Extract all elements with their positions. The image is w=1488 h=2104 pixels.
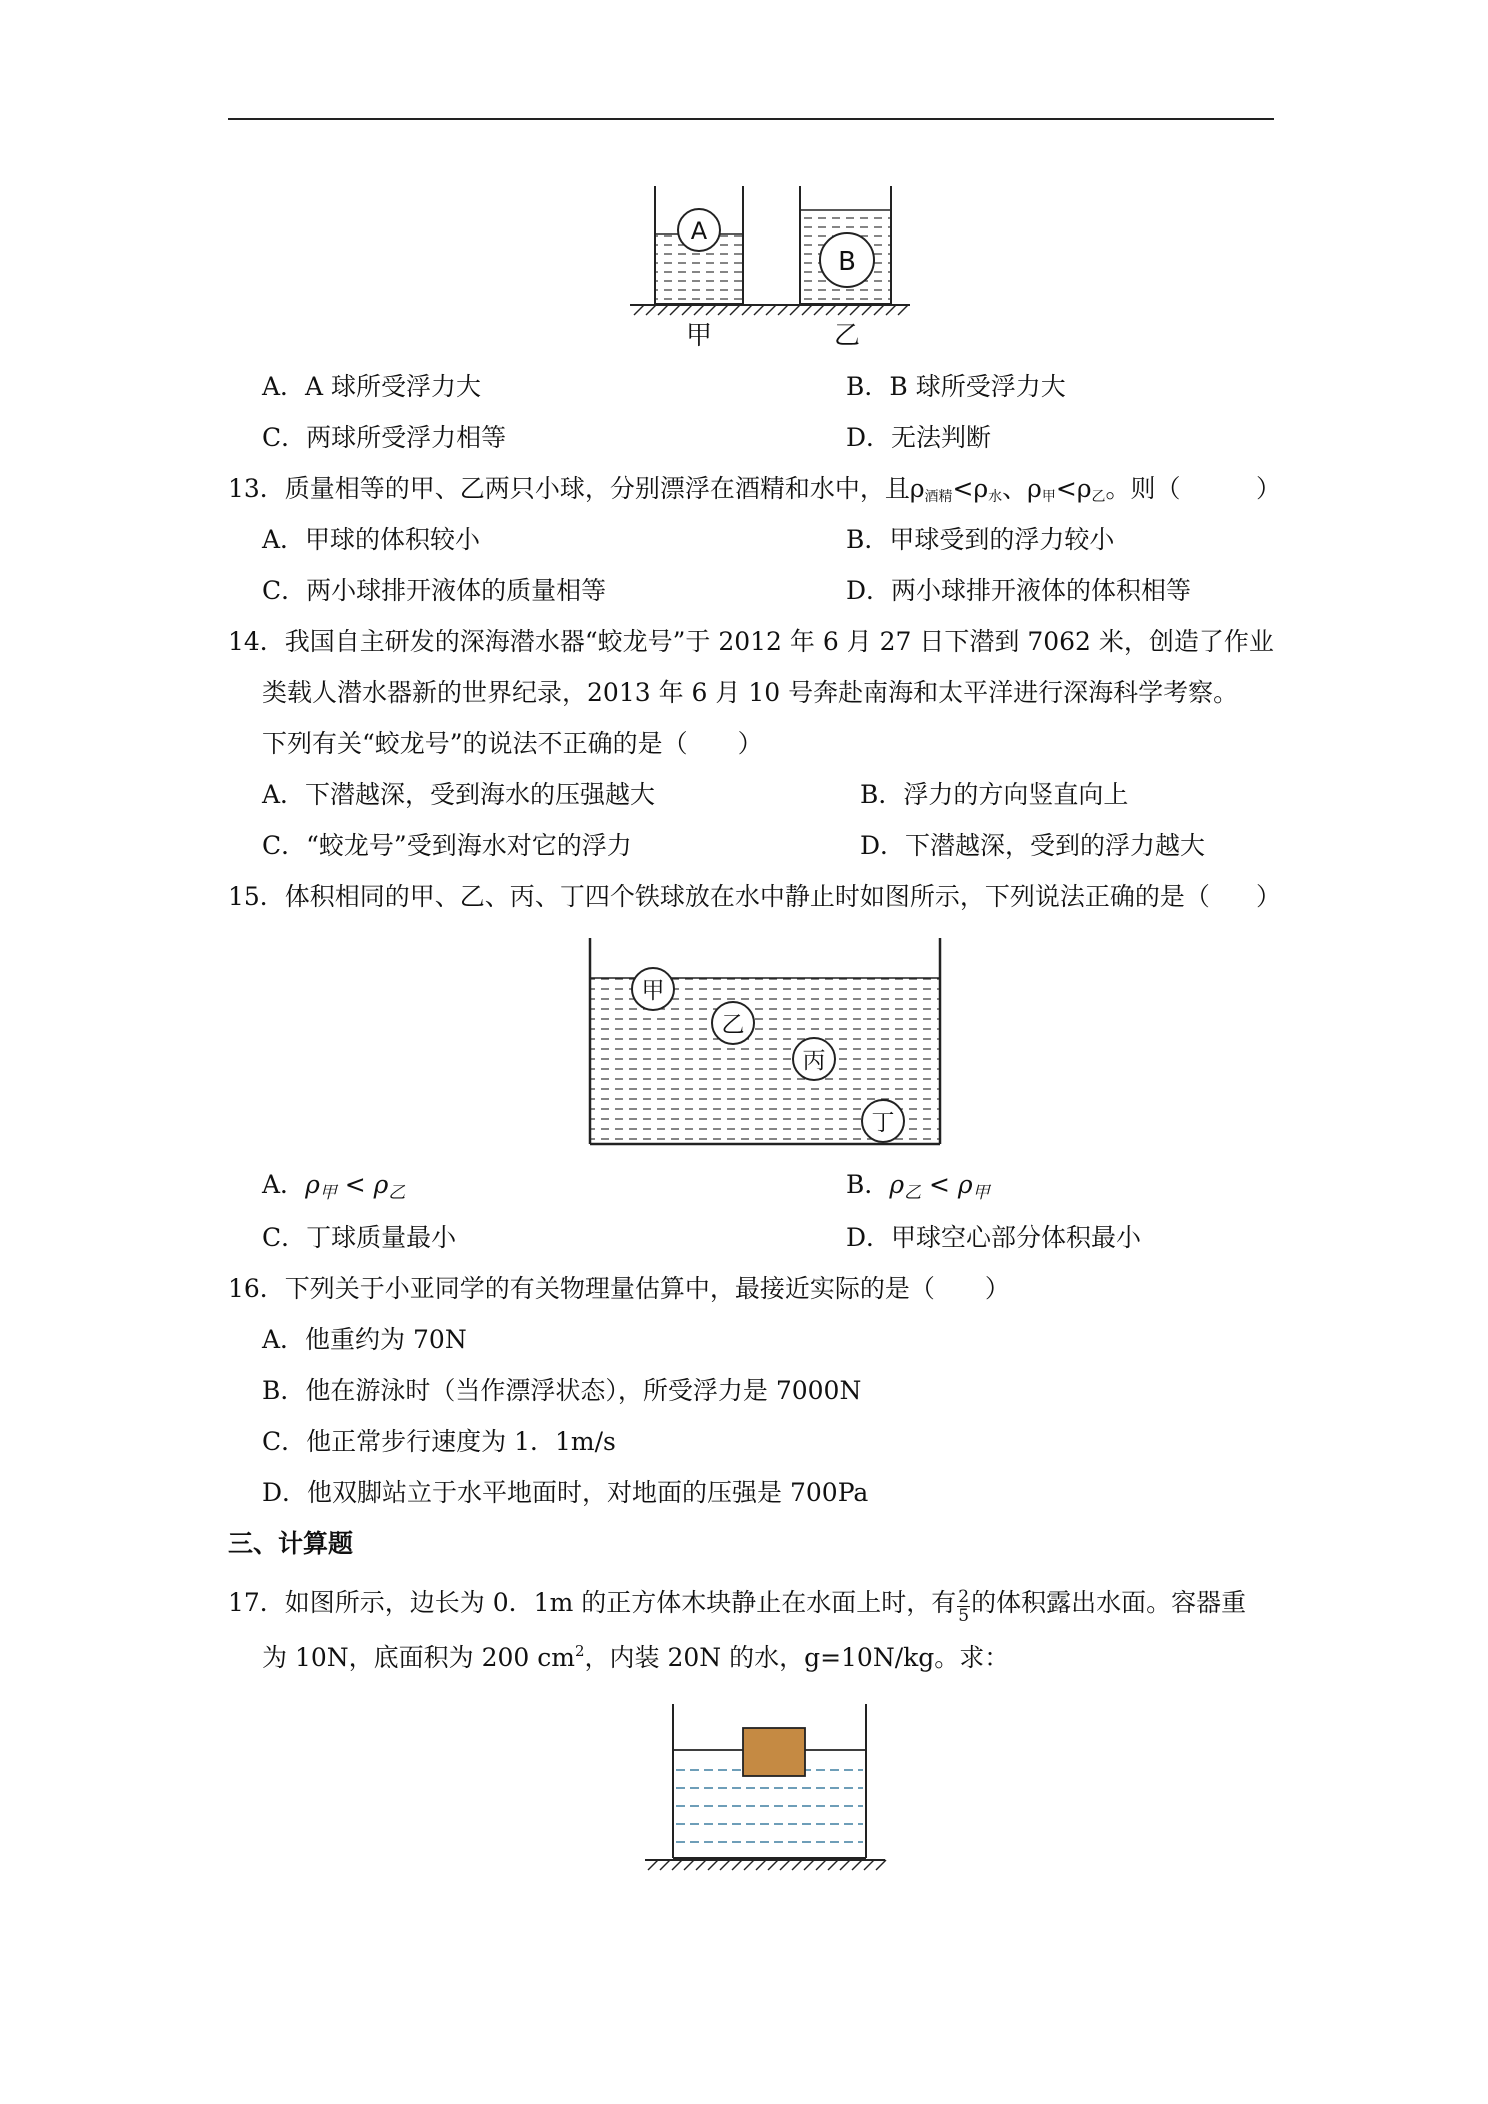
q13-option-b: B．甲球受到的浮力较小 [846,525,1115,554]
q16-option-c: C．他正常步行速度为 1．1m/s [262,1427,616,1456]
wood-block [743,1728,805,1776]
ground-hatch-17 [648,1860,886,1870]
q16-option-a: A．他重约为 70N [262,1325,467,1354]
q15-option-b: B．$\rho_乙 < \rho_甲$ [846,1170,990,1203]
q14-line-1: 14．我国自主研发的深海潜水器“蛟龙号”于 2012 年 6 月 27 日下潜到 7062 米，创造了作业 [228,627,1274,656]
q13-bracket-close: ） [1256,474,1282,503]
ball-jia-label: 甲 [641,978,665,1004]
q15-bracket-close: ） [1256,882,1282,911]
figure-two-beakers [620,178,920,350]
q14-line-3: 下列有关“蛟龙号”的说法不正确的是（ ） [262,729,763,758]
q14-option-c: C．“蛟龙号”受到海水对它的浮力 [262,831,632,860]
q12-option-b: B．B 球所受浮力大 [846,372,1066,401]
q15-option-a: A．$\rho_甲 < \rho_乙$ [262,1170,406,1203]
q16-option-b: B．他在游泳时（当作漂浮状态），所受浮力是 7000N [262,1376,862,1405]
label-jia: 甲 [685,321,713,350]
q15-option-d: D．甲球空心部分体积最小 [846,1223,1142,1252]
ground-hatch [634,305,908,315]
water-dashes [676,1770,863,1842]
fraction-two-fifths: $\frac{2}{5}$ [958,1587,970,1626]
q13-option-c: C．两小球排开液体的质量相等 [262,576,607,605]
ball-ding-label: 丁 [871,1110,895,1136]
ball-b-label: B [838,247,856,277]
q12-option-a: A．A 球所受浮力大 [262,372,482,401]
ball-yi-label: 乙 [721,1012,745,1038]
q14-option-a: A．下潜越深，受到海水的压强越大 [262,780,656,809]
q12-option-c: C．两球所受浮力相等 [262,423,507,452]
ball-bing-label: 丙 [802,1048,826,1074]
q16-stem: 16．下列关于小亚同学的有关物理量估算中，最接近实际的是（ ） [228,1274,1010,1303]
section-title-calculation: 三、计算题 [228,1529,354,1558]
q14-option-d: D．下潜越深，受到的浮力越大 [860,831,1206,860]
q13-option-a: A．甲球的体积较小 [262,525,481,554]
q17-line-1: 17．如图所示，边长为 0．1m 的正方体木块静止在水面上时，有 $\frac{2}{5}$ 的体积露出水面。容器重 [228,1587,1247,1626]
q14-option-b: B．浮力的方向竖直向上 [860,780,1129,809]
q15-stem: 15．体积相同的甲、乙、丙、丁四个铁球放在水中静止时如图所示，下列说法正确的是（ [228,882,1210,911]
q13-option-d: D．两小球排开液体的体积相等 [846,576,1192,605]
figure-four-iron-balls [585,934,945,1150]
figure-floating-wood-block [640,1700,890,1890]
q14-line-2: 类载人潜水器新的世界纪录，2013 年 6 月 10 号奔赴南海和太平洋进行深海科学考察。 [262,678,1239,707]
label-yi: 乙 [833,321,861,350]
q12-option-d: D．无法判断 [846,423,992,452]
ball-a-label: A [690,217,708,245]
header-rule [228,118,1274,120]
q15-option-c: C．丁球质量最小 [262,1223,457,1252]
q13-stem: 13．质量相等的甲、乙两只小球，分别漂浮在酒精和水中，且$\rho_{酒精}<\rho_水$、$\rho_甲<\rho_乙$。则（ [228,474,1181,505]
q16-option-d: D．他双脚站立于水平地面时，对地面的压强是 700Pa [262,1478,869,1507]
q17-line-2: 为 10N，底面积为 200 $cm^2$，内装 20N 的水，g=10N/kg。求： [262,1642,1010,1672]
